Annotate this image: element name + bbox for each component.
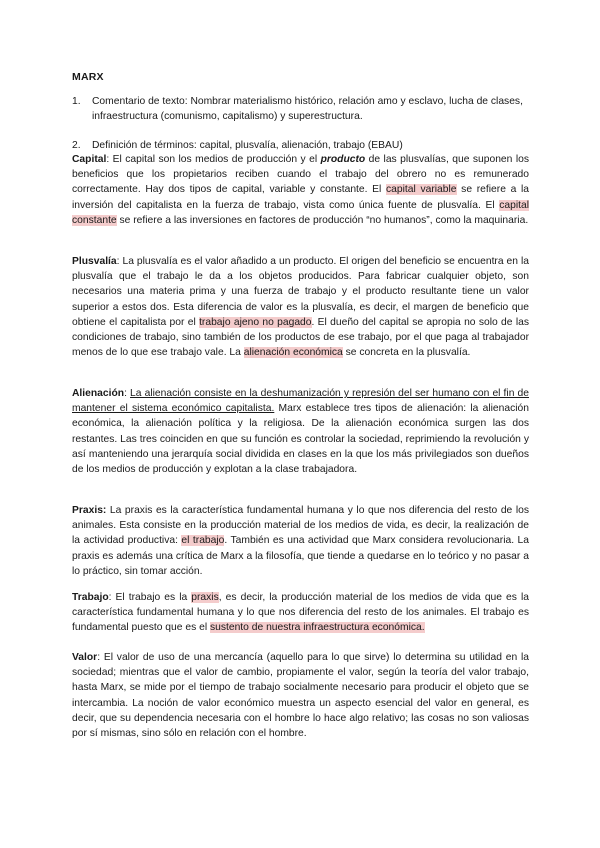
highlight-alienacion-economica: alienación económica — [243, 347, 343, 359]
list-number: 2. — [72, 140, 81, 151]
list-number: 1. — [72, 96, 81, 107]
highlight-capital-variable: capital variable — [386, 184, 457, 196]
list-text: Definición de términos: capital, plusvalía, alienación, trabajo (EBAU) — [92, 140, 403, 151]
highlight-el-trabajo: el trabajo — [181, 535, 225, 547]
paragraph-alienacion: Alienación: La alienación consiste en la deshumanización y represión del ser humano con el fin de mantener el sistema económico capitalista. Marx establece tres tipos de alienación: la alienación económica, la alienación política y la religiosa. De la alienación económica surgen las dos restantes. Las tres coinciden en que su función es controlar la sociedad, reprimiendo la revolución y así manteniendo una jerarquía social dividida en clases en la que los más privilegiados son dueños de los medios de producción y explotan a la clase trabajadora. — [72, 388, 529, 476]
highlight-trabajo-ajeno: trabajo ajeno no pagado — [199, 316, 312, 328]
underlined-definition: La alienación consiste en la deshumanización y represión del ser humano con el fin de mantener el sistema económico capitalista. — [72, 388, 529, 415]
paragraph-plusvalia: Plusvalía: La plusvalía es el valor añadido a un producto. El origen del beneficio se encuentra en la plusvalía que el trabajo le da a los objetos producidos. Para fabricar cualquier objeto, son necesarios una materia prima y una fuerza de trabajo y el producto resultante tiene un valor superior a estos dos. Esta diferencia de valor es la plusvalía, es decir, el margen de beneficio que obtiene el capitalista por el trabajo ajeno no pagado. El dueño del capital se apropia no solo de las condiciones de trabajo, sino también de los productos de ese trabajo, por el que paga al trabajador menos de lo que ese trabajo vale. La alienación económica se concreta en la plusvalía. — [72, 256, 529, 359]
term-trabajo: Trabajo — [72, 592, 109, 603]
term-valor: Valor — [72, 652, 98, 663]
term-praxis: Praxis: — [72, 505, 107, 516]
highlight-sustento: sustento de nuestra infraestructura económica. — [209, 622, 425, 634]
paragraph-valor: Valor: El valor de uso de una mercancía (aquello para lo que sirve) lo determina su utilidad en la sociedad; mientras que el valor de cambio, propiamente el valor, según la teoría del valor trabajo, hasta Marx, se mide por el tiempo de trabajo socialmente necesario para producir el objeto que se intercambia. La noción de valor económico muestra un aspecto esencial del valor en general, es decir, que su dependencia necesaria con el hombre lo hace algo relativo; las cosas no son valiosas por sí mismas, sino sólo en relación con el hombre. — [72, 652, 529, 740]
highlight-capital-constante: capital constante — [72, 199, 529, 226]
paragraph-capital: Capital: El capital son los medios de producción y el producto de las plusvalías, que suponen los beneficios que los propietarios reciben cuando el trabajo del obrero no es remunerado correctamente. Hay dos tipos de capital, variable y constante. El capital variable se refiere a la inversión del capitalista en la fuerza de trabajo, vista como única fuente de plusvalía. El capital constante se refiere a las inversiones en factores de producción “no humanos”, como la maquinaria. — [72, 154, 530, 226]
emphasis-producto: producto — [320, 154, 366, 165]
list-text: Comentario de texto: Nombrar materialismo histórico, relación amo y esclavo, lucha de clases, infraestructura (comunismo, capitalismo) y superestructura. — [92, 96, 523, 123]
term-capital: Capital — [72, 154, 107, 165]
term-alienacion: Alienación — [72, 388, 125, 399]
highlight-praxis: praxis — [191, 592, 219, 603]
paragraph-praxis: Praxis: La praxis es la característica fundamental humana y lo que nos diferencia del resto de los animales. Esta consiste en la producción material de los medios de vida, es decir, la realización de la actividad productiva: el trabajo. También es una actividad que Marx considera revolucionaria. La praxis es además una crítica de Marx a la filosofía, que tiende a quedarse en lo teórico y no pasar a lo práctico, sin tomar acción. — [72, 505, 529, 577]
paragraph-trabajo: Trabajo: El trabajo es la praxis, es decir, la producción material de los medios de vida que es la característica fundamental humana y lo que nos diferencia del resto de los animales. El trabajo es fundamental puesto que es el sustento de nuestra infraestructura económica. — [72, 592, 529, 634]
topic-list — [72, 94, 532, 124]
list-item — [72, 94, 532, 124]
list-item — [72, 138, 532, 153]
term-plusvalia: Plusvalía — [72, 256, 117, 267]
document-title: MARX — [72, 71, 104, 83]
topic-list-2 — [72, 138, 532, 153]
